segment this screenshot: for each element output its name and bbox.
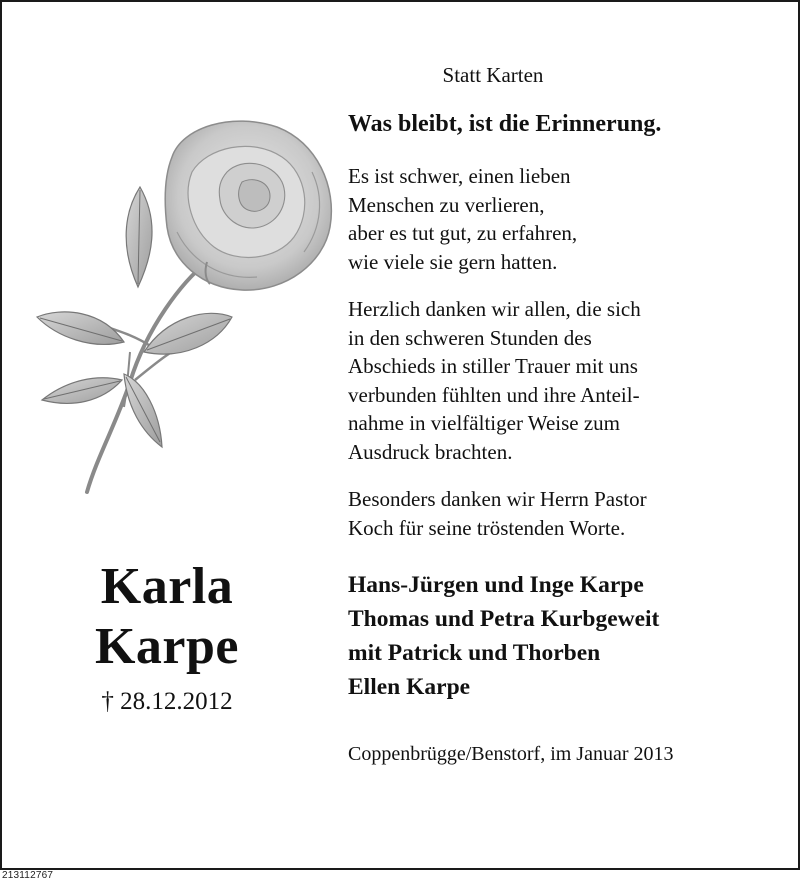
thanks-line: Herzlich danken wir allen, die sich [348, 297, 641, 321]
special-thanks-paragraph [348, 485, 778, 542]
special-thanks-line: Koch für seine tröstenden Worte. [348, 515, 626, 540]
poem-line: Menschen zu verlieren, [348, 192, 545, 217]
poem-paragraph [348, 162, 778, 276]
thanks-line: nahme in vielfältiger Weise zum [348, 411, 620, 435]
special-thanks-line: Besonders danken wir Herrn Pastor [348, 487, 647, 511]
thanks-line: Abschieds in stiller Trauer mit uns [348, 354, 638, 378]
thanks-line: in den schweren Stunden des [348, 325, 592, 350]
poem-line: wie viele sie gern hatten. [348, 249, 558, 274]
death-date: † 28.12.2012 [101, 688, 233, 715]
notice-motto: Was bleibt, ist die Erinnerung. [348, 111, 662, 137]
notice-text-column [348, 60, 778, 766]
deceased-last-name: Karpe [94, 618, 240, 675]
thanks-paragraph [348, 295, 778, 466]
deceased-block [62, 557, 272, 717]
deceased-first-name: Karla [100, 558, 234, 615]
reference-number: 213112767 [2, 870, 54, 881]
poem-line: Es ist schwer, einen lieben [348, 164, 571, 188]
family-signature [348, 568, 778, 704]
thanks-line: Ausdruck brachten. [348, 439, 513, 464]
place-date: Coppenbrügge/Benstorf, im Januar 2013 [348, 743, 674, 765]
poem-line: aber es tut gut, zu erfahren, [348, 221, 578, 245]
family-line: Ellen Karpe [348, 674, 471, 700]
family-line: Hans-Jürgen und Inge Karpe [348, 572, 644, 598]
notice-header: Statt Karten [442, 63, 544, 87]
family-line: Thomas und Petra Kurbgeweit [348, 606, 660, 632]
thanks-line: verbunden fühlten und ihre Anteil- [348, 382, 640, 407]
family-line: mit Patrick und Thorben [348, 640, 601, 666]
rose-illustration [32, 112, 342, 502]
